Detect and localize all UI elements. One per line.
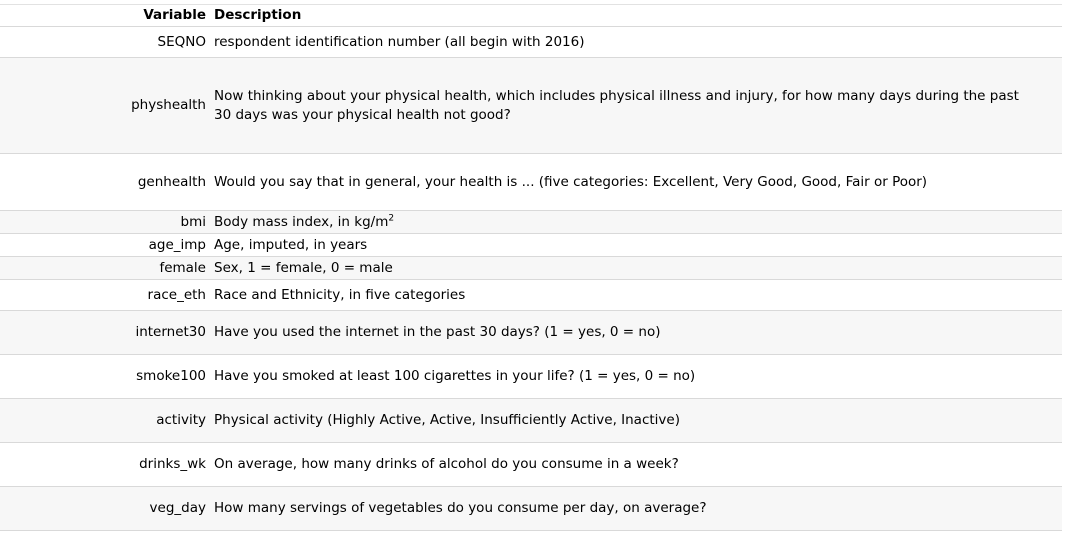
table-row xyxy=(0,27,1062,58)
table-row xyxy=(0,487,1062,531)
variable-cell: race_eth xyxy=(0,280,210,311)
description-text: Body mass index, in kg/m xyxy=(214,213,389,230)
description-cell: respondent identification number (all begin with 2016) xyxy=(210,27,1062,58)
table-row xyxy=(0,311,1062,355)
variable-cell: female xyxy=(0,257,210,280)
variable-cell: activity xyxy=(0,399,210,443)
table-row xyxy=(0,211,1062,234)
variable-cell: age_imp xyxy=(0,234,210,257)
table-row xyxy=(0,399,1062,443)
description-cell: Have you used the internet in the past 30 days? (1 = yes, 0 = no) xyxy=(210,311,1062,355)
table-row xyxy=(0,58,1062,154)
description-cell: Now thinking about your physical health, which includes physical illness and injury, for how many days during the past 30 days was your physical health not good? xyxy=(210,58,1062,154)
header-row xyxy=(0,5,1062,27)
superscript: 2 xyxy=(388,213,395,223)
header-variable: Variable xyxy=(0,5,210,27)
variable-cell: veg_day xyxy=(0,487,210,531)
table-row xyxy=(0,234,1062,257)
table-row xyxy=(0,154,1062,211)
variable-cell: physhealth xyxy=(0,58,210,154)
description-cell xyxy=(210,211,1062,234)
description-cell: Would you say that in general, your health is ... (five categories: Excellent, Very Good, Good, Fair or Poor) xyxy=(210,154,1062,211)
description-cell: On average, how many drinks of alcohol do you consume in a week? xyxy=(210,443,1062,487)
variable-cell: internet30 xyxy=(0,311,210,355)
description-cell: Sex, 1 = female, 0 = male xyxy=(210,257,1062,280)
table-row xyxy=(0,280,1062,311)
header-description: Description xyxy=(210,5,1062,27)
description-cell: Race and Ethnicity, in five categories xyxy=(210,280,1062,311)
table-row xyxy=(0,355,1062,399)
variable-cell: drinks_wk xyxy=(0,443,210,487)
variable-cell: bmi xyxy=(0,211,210,234)
variable-cell: smoke100 xyxy=(0,355,210,399)
description-cell: Have you smoked at least 100 cigarettes in your life? (1 = yes, 0 = no) xyxy=(210,355,1062,399)
table-row xyxy=(0,257,1062,280)
variable-cell: genhealth xyxy=(0,154,210,211)
description-cell: How many servings of vegetables do you consume per day, on average? xyxy=(210,487,1062,531)
description-cell: Physical activity (Highly Active, Active, Insufficiently Active, Inactive) xyxy=(210,399,1062,443)
description-cell: Age, imputed, in years xyxy=(210,234,1062,257)
variable-table xyxy=(0,4,1062,531)
variable-cell: SEQNO xyxy=(0,27,210,58)
table-row xyxy=(0,443,1062,487)
